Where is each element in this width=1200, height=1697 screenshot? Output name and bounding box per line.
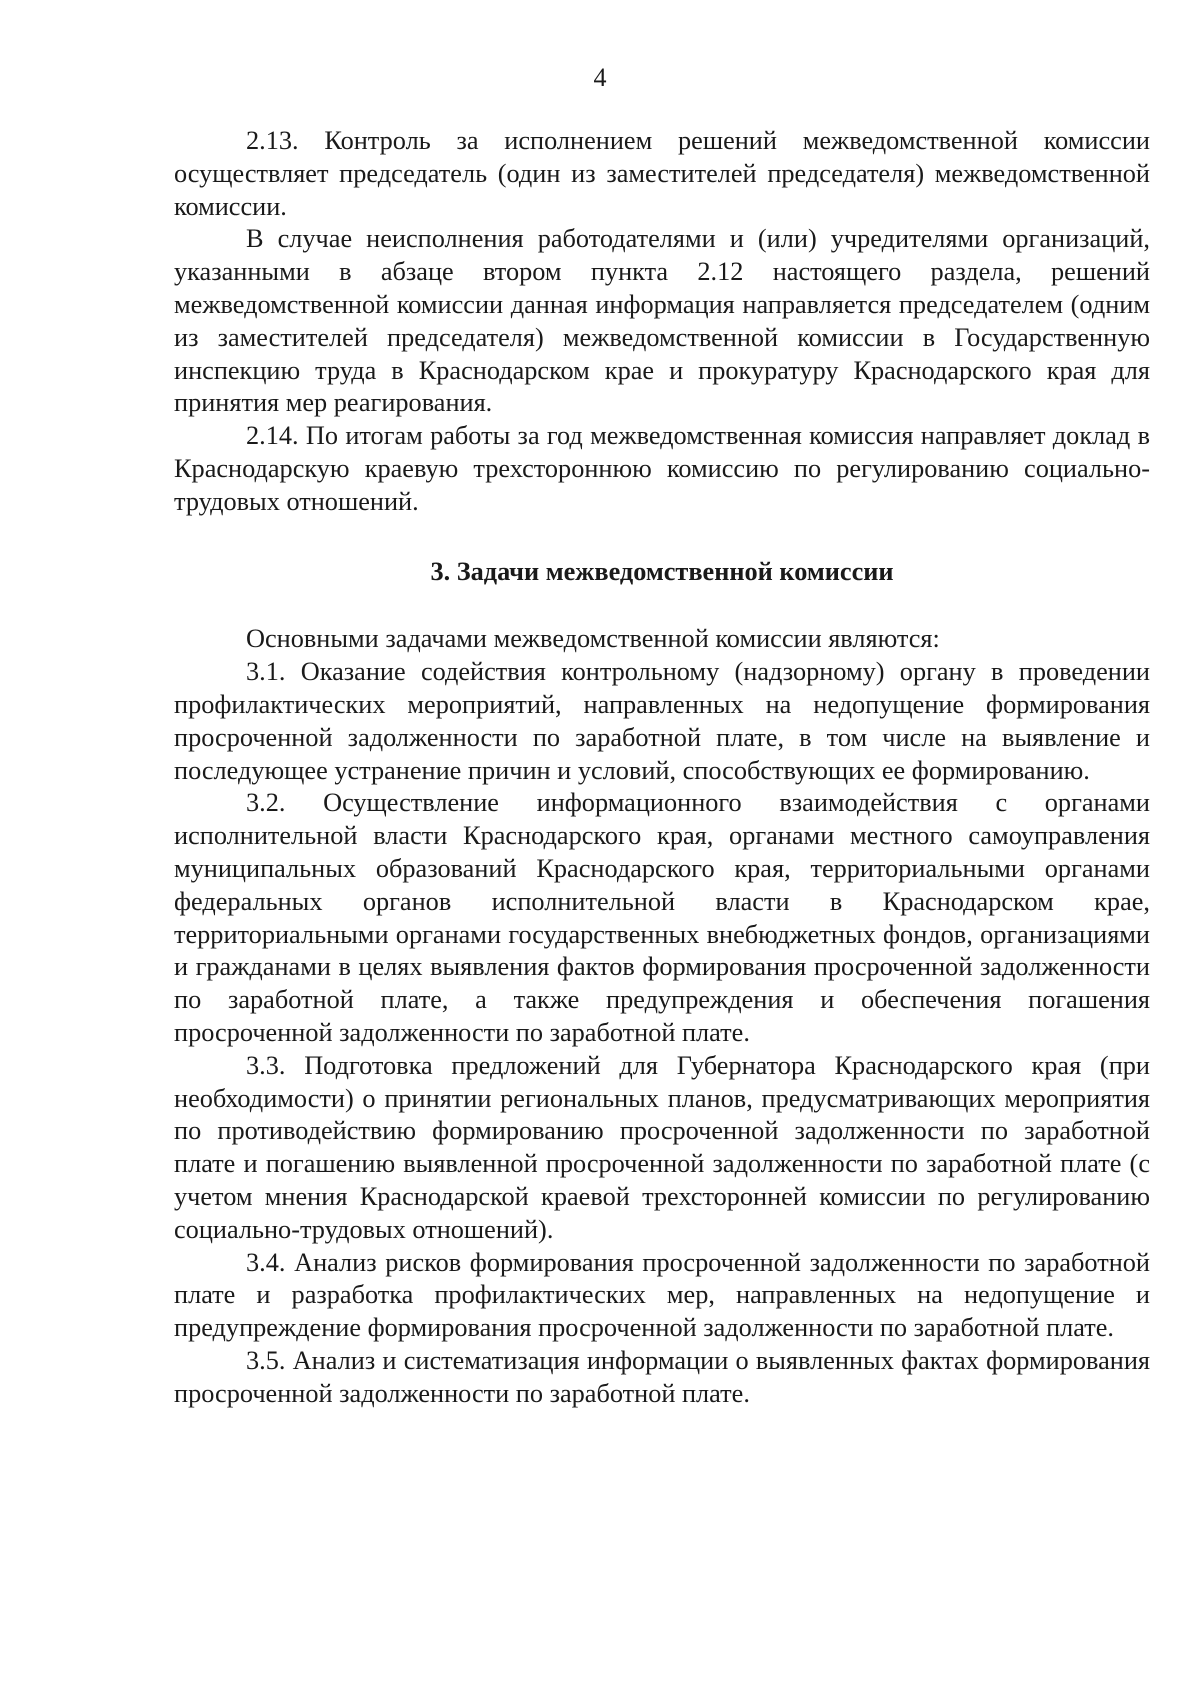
paragraph-3-5: 3.5. Анализ и систематизация информации о выявленных фактах формирования просроченной задолженности по заработной плате. (174, 1345, 1150, 1408)
paragraph-3-2: 3.2. Осуществление информационного взаимодействия с органами исполнительной власти Краснодарского края, органами местного самоуправления муниципальных образований Краснодарского края, территориальными органами федеральных органов исполнительной власти в Краснодарском крае, территориальными органами государственных внебюджетных фондов, организациями и гражданами в целях выявления фактов формирования просроченной задолженности по заработной плате, а также предупреждения и обеспечения погашения просроченной задолженности по заработной плате. (174, 788, 1150, 1047)
paragraph-tasks-intro: Основными задачами межведомственной комиссии являются: (246, 624, 940, 654)
paragraph-2-13-continuation: В случае неисполнения работодателями и (или) учредителями организаций, указанными в абзаце втором пункта 2.12 настоящего раздела, решений межведомственной комиссии данная информация направляется председателем (одним из заместителей председателя) межведомственной комиссии в Государственную инспекцию труда в Краснодарском крае и прокуратуру Краснодарского края для принятия мер реагирования. (174, 224, 1150, 418)
paragraph-3-4: 3.4. Анализ рисков формирования просроченной задолженности по заработной плате и разработка профилактических мер, направленных на недопущение и предупреждение формирования просроченной задолженности по заработной плате. (174, 1247, 1150, 1343)
paragraph-3-3: 3.3. Подготовка предложений для Губернатора Краснодарского края (при необходимости) о принятии региональных планов, предусматривающих мероприятия по противодействию формированию просроченной задолженности по заработной плате и погашению выявленной просроченной задолженности по заработной плате (с учетом мнения Краснодарской краевой трехсторонней комиссии по регулированию социально-трудовых отношений). (174, 1050, 1150, 1244)
paragraph-3-1: 3.1. Оказание содействия контрольному (надзорному) органу в проведении профилактических мероприятий, направленных на недопущение формирования просроченной задолженности по заработной плате, в том числе на выявление и последующее устранение причин и условий, способствующих ее формированию. (174, 657, 1150, 785)
paragraph-2-14: 2.14. По итогам работы за год межведомственная комиссия направляет доклад в Краснодарскую краевую трехстороннюю комиссию по регулированию социально-трудовых отношений. (174, 421, 1150, 516)
page-number: 4 (593, 63, 607, 92)
document-body (174, 125, 1150, 1410)
section-heading: 3. Задачи межведомственной комиссии (430, 556, 894, 586)
paragraph-2-13: 2.13. Контроль за исполнением решений межведомственной комиссии осуществляет председатель (один из заместителей председателя) межведомственной комиссии. (174, 126, 1150, 221)
